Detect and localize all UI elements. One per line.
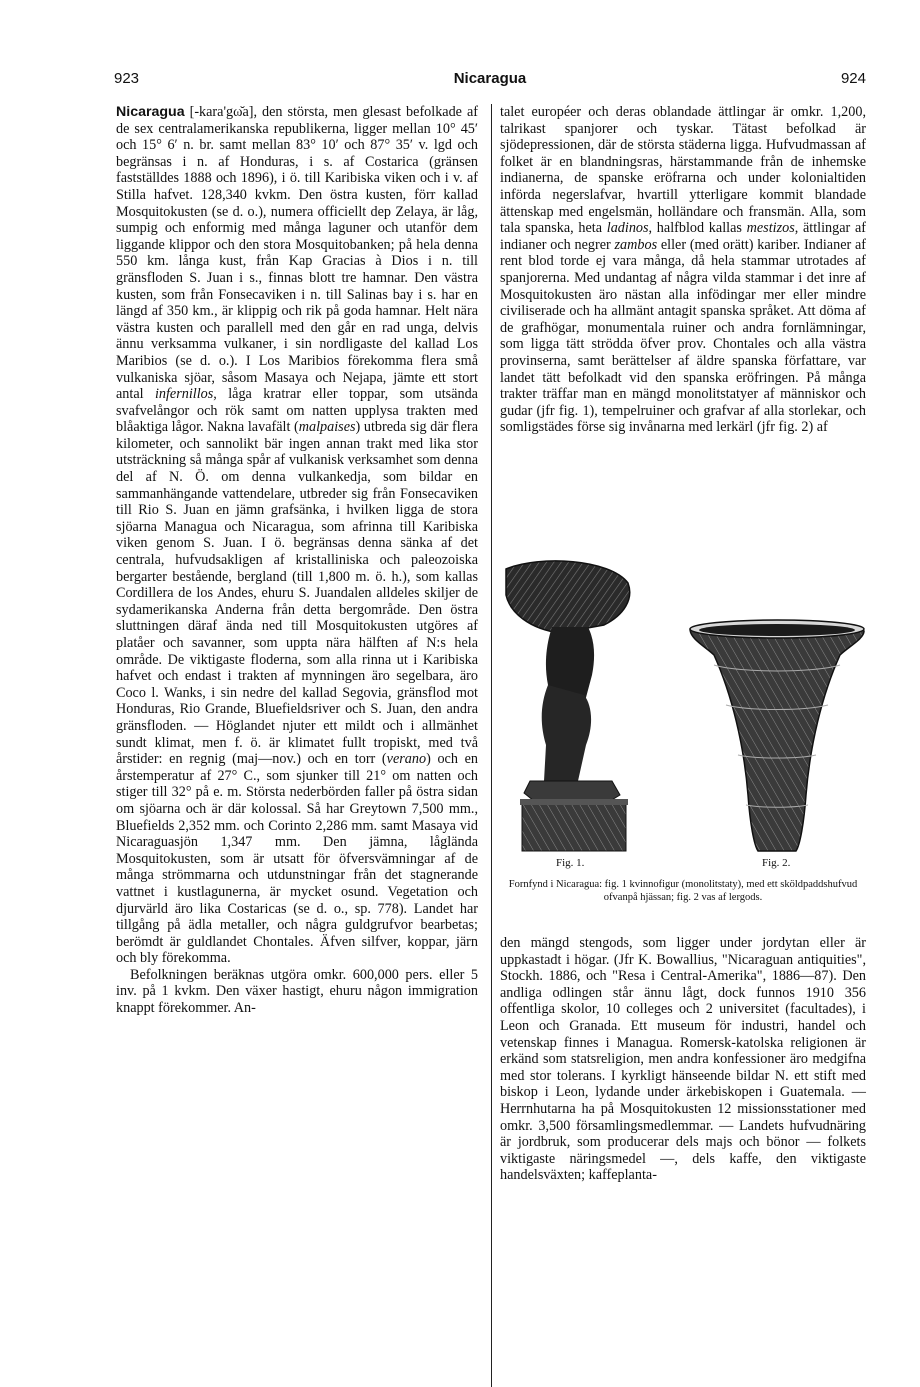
- figure-illustrations: [500, 555, 866, 855]
- italic-term: ladinos: [606, 220, 649, 237]
- italic-term: verano: [386, 751, 427, 768]
- left-column: [116, 104, 478, 1017]
- figure-1-label: Fig. 1.: [556, 857, 585, 869]
- text-span: ) utbreda sig där flera kilometer, och sannolikt bär ingen annan trakt med lika stor utsträckning så många spår af vulkanisk verksamhet som denna del af N. Ö. om denna vulkankedja, som bildar en sammanhängande vattendelare, utbreder sig från Fonsecaviken till Rio S. Juan en jämn grafsänka, i hvilken ligga de stora sjöarna Managua och Nicaragua, som afrinna till Karibiska viken genom S. Juan. I ö. begränsas denna sänka af det centrala, hufvudsakligen af kristalliniska och paleozoiska bergarter bestående, bergland (till 1,800 m. ö. h.), som kallas Cordillera de los Andes, ehuru S. Juandalen alldeles skiljer de sydamerikanska Anderna från detta bergområde. Den östra sluttningen däraf ända ned till Mosquitokusten utgöres af platåer och savanner, som uppta nära hälften af N:s hela område. De viktigaste floderna, som alla rinna ut i Karibiska hafvet och endast i trakten af mynningen äro segelbara, äro Coco l. Wanks, i sin nedre del kallad Segovia, gränsflod mot Honduras, Rio Grande, Bluefieldsriver och S. Juan, den andra gränsfloden. — Höglandet njuter ett mildt och i allmänhet sundt klimat, men f. ö. är klimatet fullt tropiskt, med två årstider: en regnig (maj—nov.) och en torr (: [116, 419, 478, 768]
- page-header: [114, 70, 866, 92]
- text-span: , låga kratrar eller toppar, som utsända svafvelångor och rök samt om natten upplysa trakten med blåaktiga lågor. Nakna lavafält (: [116, 386, 478, 436]
- italic-term: zambos: [614, 236, 658, 253]
- text-span: talet européer och deras oblandade ättlingar är omkr. 1,200, talrikast spanjorer och tyskar. Tätast befolkad är sjödepressionen, där de största städerna ligga. Hufvudmassan af folket är en blandningsras, härstammande från de inhemske indianerna, de spanske eröfrarna och under kolonialtiden införda negerslafvar, hvartill ytterligare kommit blandade ättenskap med engelsmän, holländare och fransmän. Alla, som tala spanska, heta: [500, 104, 866, 237]
- italic-term: malpaises: [298, 419, 356, 436]
- article-headword: Nicaragua: [116, 104, 185, 120]
- italic-term: infernillos: [154, 386, 214, 403]
- figure-caption: Fornfynd i Nicaragua: fig. 1 kvinnofigur (monolitstaty), med ett sköldpaddshufvud ofvanpå hjässan; fig. 2 vas af lergods.: [508, 879, 858, 903]
- right-column-top: [500, 104, 866, 436]
- text-span: ) och en årstemperatur af 27° C., som sjunker till 21° om natten och stiger till 32° på e. m. Största nederbörden faller på östra sidan om sjöarna och är där kolossal. Så har Greytown 7,500 mm., Bluefields 2,352 mm. och Corinto 2,286 mm. samt Masaya vid Nicaraguasjön 1,347 mm. Den jämna, låglända Mosquitokusten, som är utsatt för öfversvämningar af de många strömmarna och utdunstningar från det stagnerande vattnet i kustlagunerna, är mycket osund. Vegetation och djurvärld äro lika Costaricas (se d. o., sp. 778). Landet har tillgång på ädla metaller, och några guldgrufvor bearbetas; berömdt är guldlandet Chontales. Äfven silfver, koppar, järn och bly förekomma.: [116, 751, 478, 967]
- vase-illustration: [690, 620, 864, 851]
- statue-figure-illustration: [506, 561, 630, 851]
- page-number-left: 923: [114, 70, 140, 87]
- article-paragraph-4: den mängd stengods, som ligger under jordytan eller är uppkastadt i högar. (Jfr K. Bowallius, "Nicaraguan antiquities", Stockh. 1886, och "Resa i Central-Amerika", 1886—87). Den andliga odlingen står ännu lågt, dock funnos 1910 356 offentliga skolor, 10 colleges och 2 universitet (facultades), i Leon och Granada. Ett museum för industri, handel och vetenskap finnes i Managua. Romersk-katolska religionen är erkänd som statsreligion, men andra konfessioner äro medgifna med stor tolerans. I kyrkligt hänseende bildar N. ett stift med biskop i Leon, lydande under ärkebiskopen i Guatemala. — Herrnhutarna ha på Mosquitokusten 12 missionsstationer med omkr. 3,500 församlingsmedlemmar. — Landets hufvudnäring är jordbruk, som producerar dels majs och bönor — folkets viktigaste näringsmedel —, dels kaffe, den viktigaste handelsväxten; kaffeplanta-: [500, 935, 866, 1184]
- page-number-right: 924: [840, 70, 866, 87]
- running-title: Nicaragua: [453, 70, 527, 87]
- figure: [500, 555, 866, 925]
- article-paragraph-2: Befolkningen beräknas utgöra omkr. 600,000 pers. eller 5 inv. på 1 kvkm. Den växer hastigt, ehuru någon immigration knappt förekommer. An-: [116, 966, 478, 1017]
- text-span: eller (med orätt) kariber. Indianer af rent blod torde ej vara många, då hela stammar utrotades af spanjorerna. Med undantag af några vilda stammar i det inre af Mosquitokusten äro nästan alla infödingar mer eller mindre civiliserade och ha allmänt antagit spanska språket. Att döma af de grafhögar, monumentala ruiner och andra fornlämningar, som ligga tätt strödda öfver prov. Chontales och alla västra provinserna, samt berättelser af äldre spanska författare, var landet tätt befolkadt vid den spanska eröfringen. På många trakter träffar man en mängd monolitstatyer af människor och gudar (jfr fig. 1), tempelruiner och grafvar af alla storlekar, och somligstädes förse sig invånarna med lerkärl (jfr fig. 2) af: [500, 236, 866, 436]
- right-column-bottom: [500, 935, 866, 1184]
- article-paragraph-3: [500, 104, 866, 436]
- text-span: , halfblod kallas: [648, 220, 747, 237]
- figure-2-label: Fig. 2.: [762, 857, 791, 869]
- text-span: , ättlingar af indianer och negrer: [500, 220, 867, 253]
- text-span: [-kara'gω̆a], den största, men glesast befolkade af de sex centralamerikanska republikerna, ligger mellan 10° 45′ och 15° 6′ n. br. samt mellan 83° 10′ och 87° 35′ v. lgd och begränsas i n. af Honduras, i s. af Costarica (gränsen fastställdes 1888 och 1896), i ö. till Karibiska viken och i v. af Stilla hafvet. 128,340 kvkm. Den östra kusten, förr kallad Mosquitokusten (se d. o.), numera officiellt dep Zelaya, är låg, sumpig och enformig med många laguner och utanför dem liggande klippor och den stora Mosquitobanken; på hela denna 550 km. långa kust, från Kap Gracias à Dios i n. till gränsfloden S. Juan i s., finnas blott tre hamnar. Den västra kusten, som från Fonsecaviken i n. till Salinas bay i s. har en längd af 350 km., är klippig och rik på goda hamnar. Helt nära västra kusten och parallell med den går en rad unga, delvis ännu verksamma vulkaner, i sin nordligaste del kallad Los Maribios (se d. o.). I Los Maribios förekomma flera små vulkaniska sjöar, såsom Masaya och Nejapa, jämte ett stort antal: [116, 104, 478, 403]
- italic-term: mestizos: [746, 220, 795, 237]
- column-divider: [491, 104, 492, 1387]
- article-paragraph-1: [116, 104, 478, 967]
